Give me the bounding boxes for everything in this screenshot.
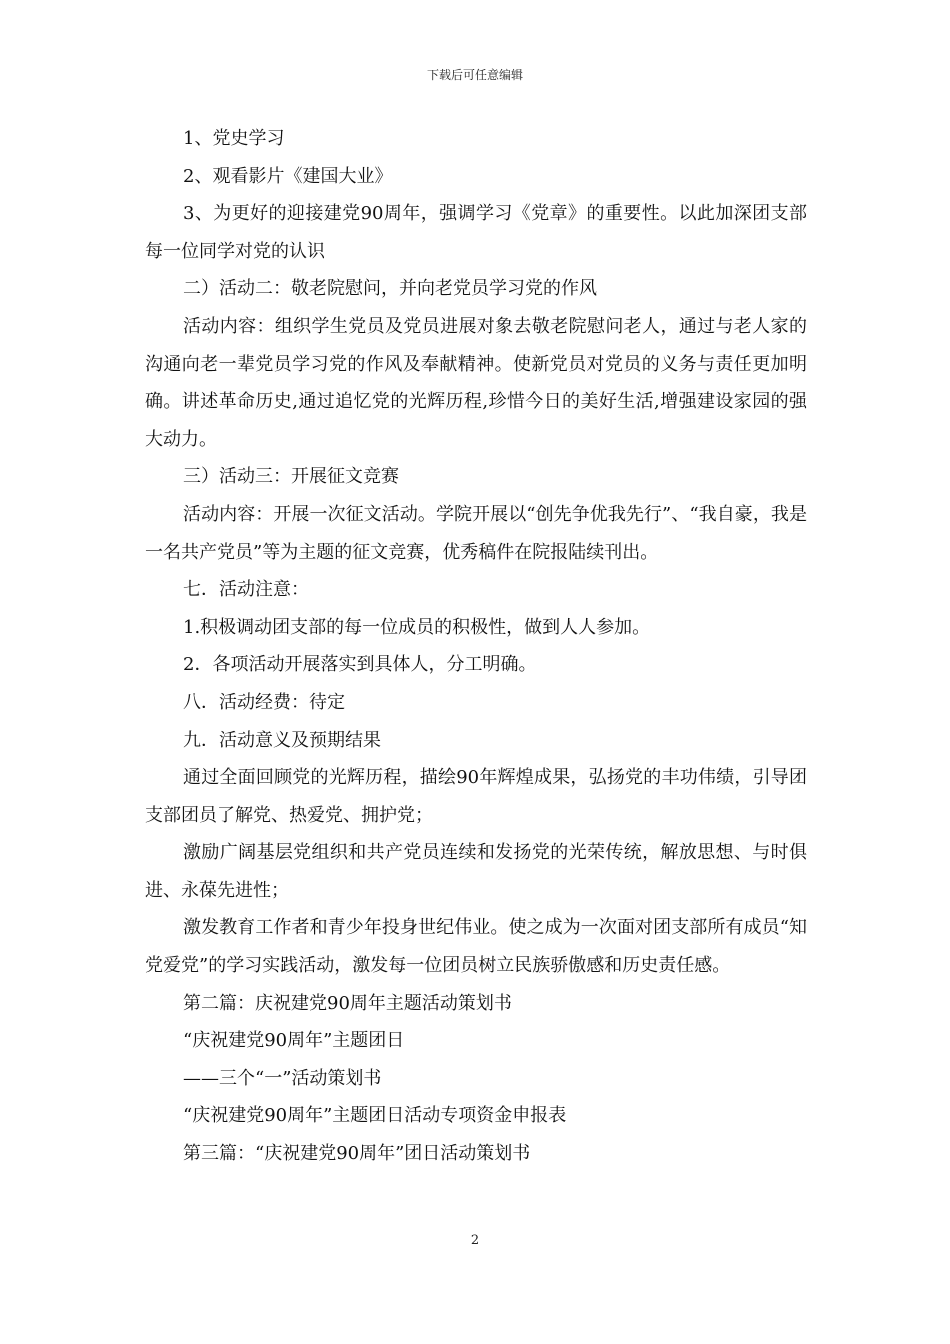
paragraph: 激发教育工作者和青少年投身世纪伟业。使之成为一次面对团支部所有成员“知党爱党”的学习实践活动，激发每一位团员树立民族骄傲感和历史责任感。	[145, 917, 807, 977]
section-heading: 八．活动经费：待定	[183, 691, 345, 713]
paragraph: “庆祝建党90周年”主题团日活动专项资金申报表	[183, 1105, 567, 1127]
paragraph: 1、党史学习	[183, 128, 285, 149]
document-body	[145, 120, 807, 1173]
paragraph: 1.积极调动团支部的每一位成员的积极性，做到人人参加。	[183, 616, 651, 638]
page-header: 下载后可任意编辑	[426, 68, 523, 82]
paragraph: 活动内容：组织学生党员及党员进展对象去敬老院慰问老人，通过与老人家的沟通向老一辈党员学习党的作风及奉献精神。使新党员对党员的义务与责任更加明确。讲述革命历史,通过追忆党的光辉历程,珍惜今日的美好生活,增强建设家园的强大动力。	[145, 315, 807, 450]
chapter-heading: 第三篇：“庆祝建党90周年”团日活动策划书	[183, 1143, 531, 1165]
chapter-heading: 第二篇：庆祝建党90周年主题活动策划书	[183, 992, 512, 1014]
section-heading: 七．活动注意：	[183, 579, 309, 601]
paragraph: 2．各项活动开展落实到具体人，分工明确。	[183, 654, 537, 676]
section-heading: 二）活动二：敬老院慰问，并向老党员学习党的作风	[183, 278, 597, 300]
paragraph: 2、观看影片《建国大业》	[183, 165, 393, 187]
paragraph: 活动内容：开展一次征文活动。学院开展以“创先争优我先行”、“我自豪，我是一名共产党员”等为主题的征文竞赛，优秀稿件在院报陆续刊出。	[145, 503, 807, 563]
paragraph: 通过全面回顾党的光辉历程，描绘90年辉煌成果，弘扬党的丰功伟绩，引导团支部团员了解党、热爱党、拥护党；	[145, 767, 807, 826]
paragraph: “庆祝建党90周年”主题团日	[183, 1030, 405, 1052]
section-heading: 九．活动意义及预期结果	[183, 729, 381, 751]
section-heading: 三）活动三：开展征文竞赛	[183, 466, 399, 488]
page-number: 2	[470, 1233, 480, 1248]
paragraph: 3、为更好的迎接建党90周年，强调学习《党章》的重要性。以此加深团支部每一位同学对党的认识	[145, 203, 807, 262]
paragraph: ——三个“一”活动策划书	[183, 1067, 382, 1089]
paragraph: 激励广阔基层党组织和共产党员连续和发扬党的光荣传统，解放思想、与时俱进、永葆先进性；	[145, 842, 807, 901]
